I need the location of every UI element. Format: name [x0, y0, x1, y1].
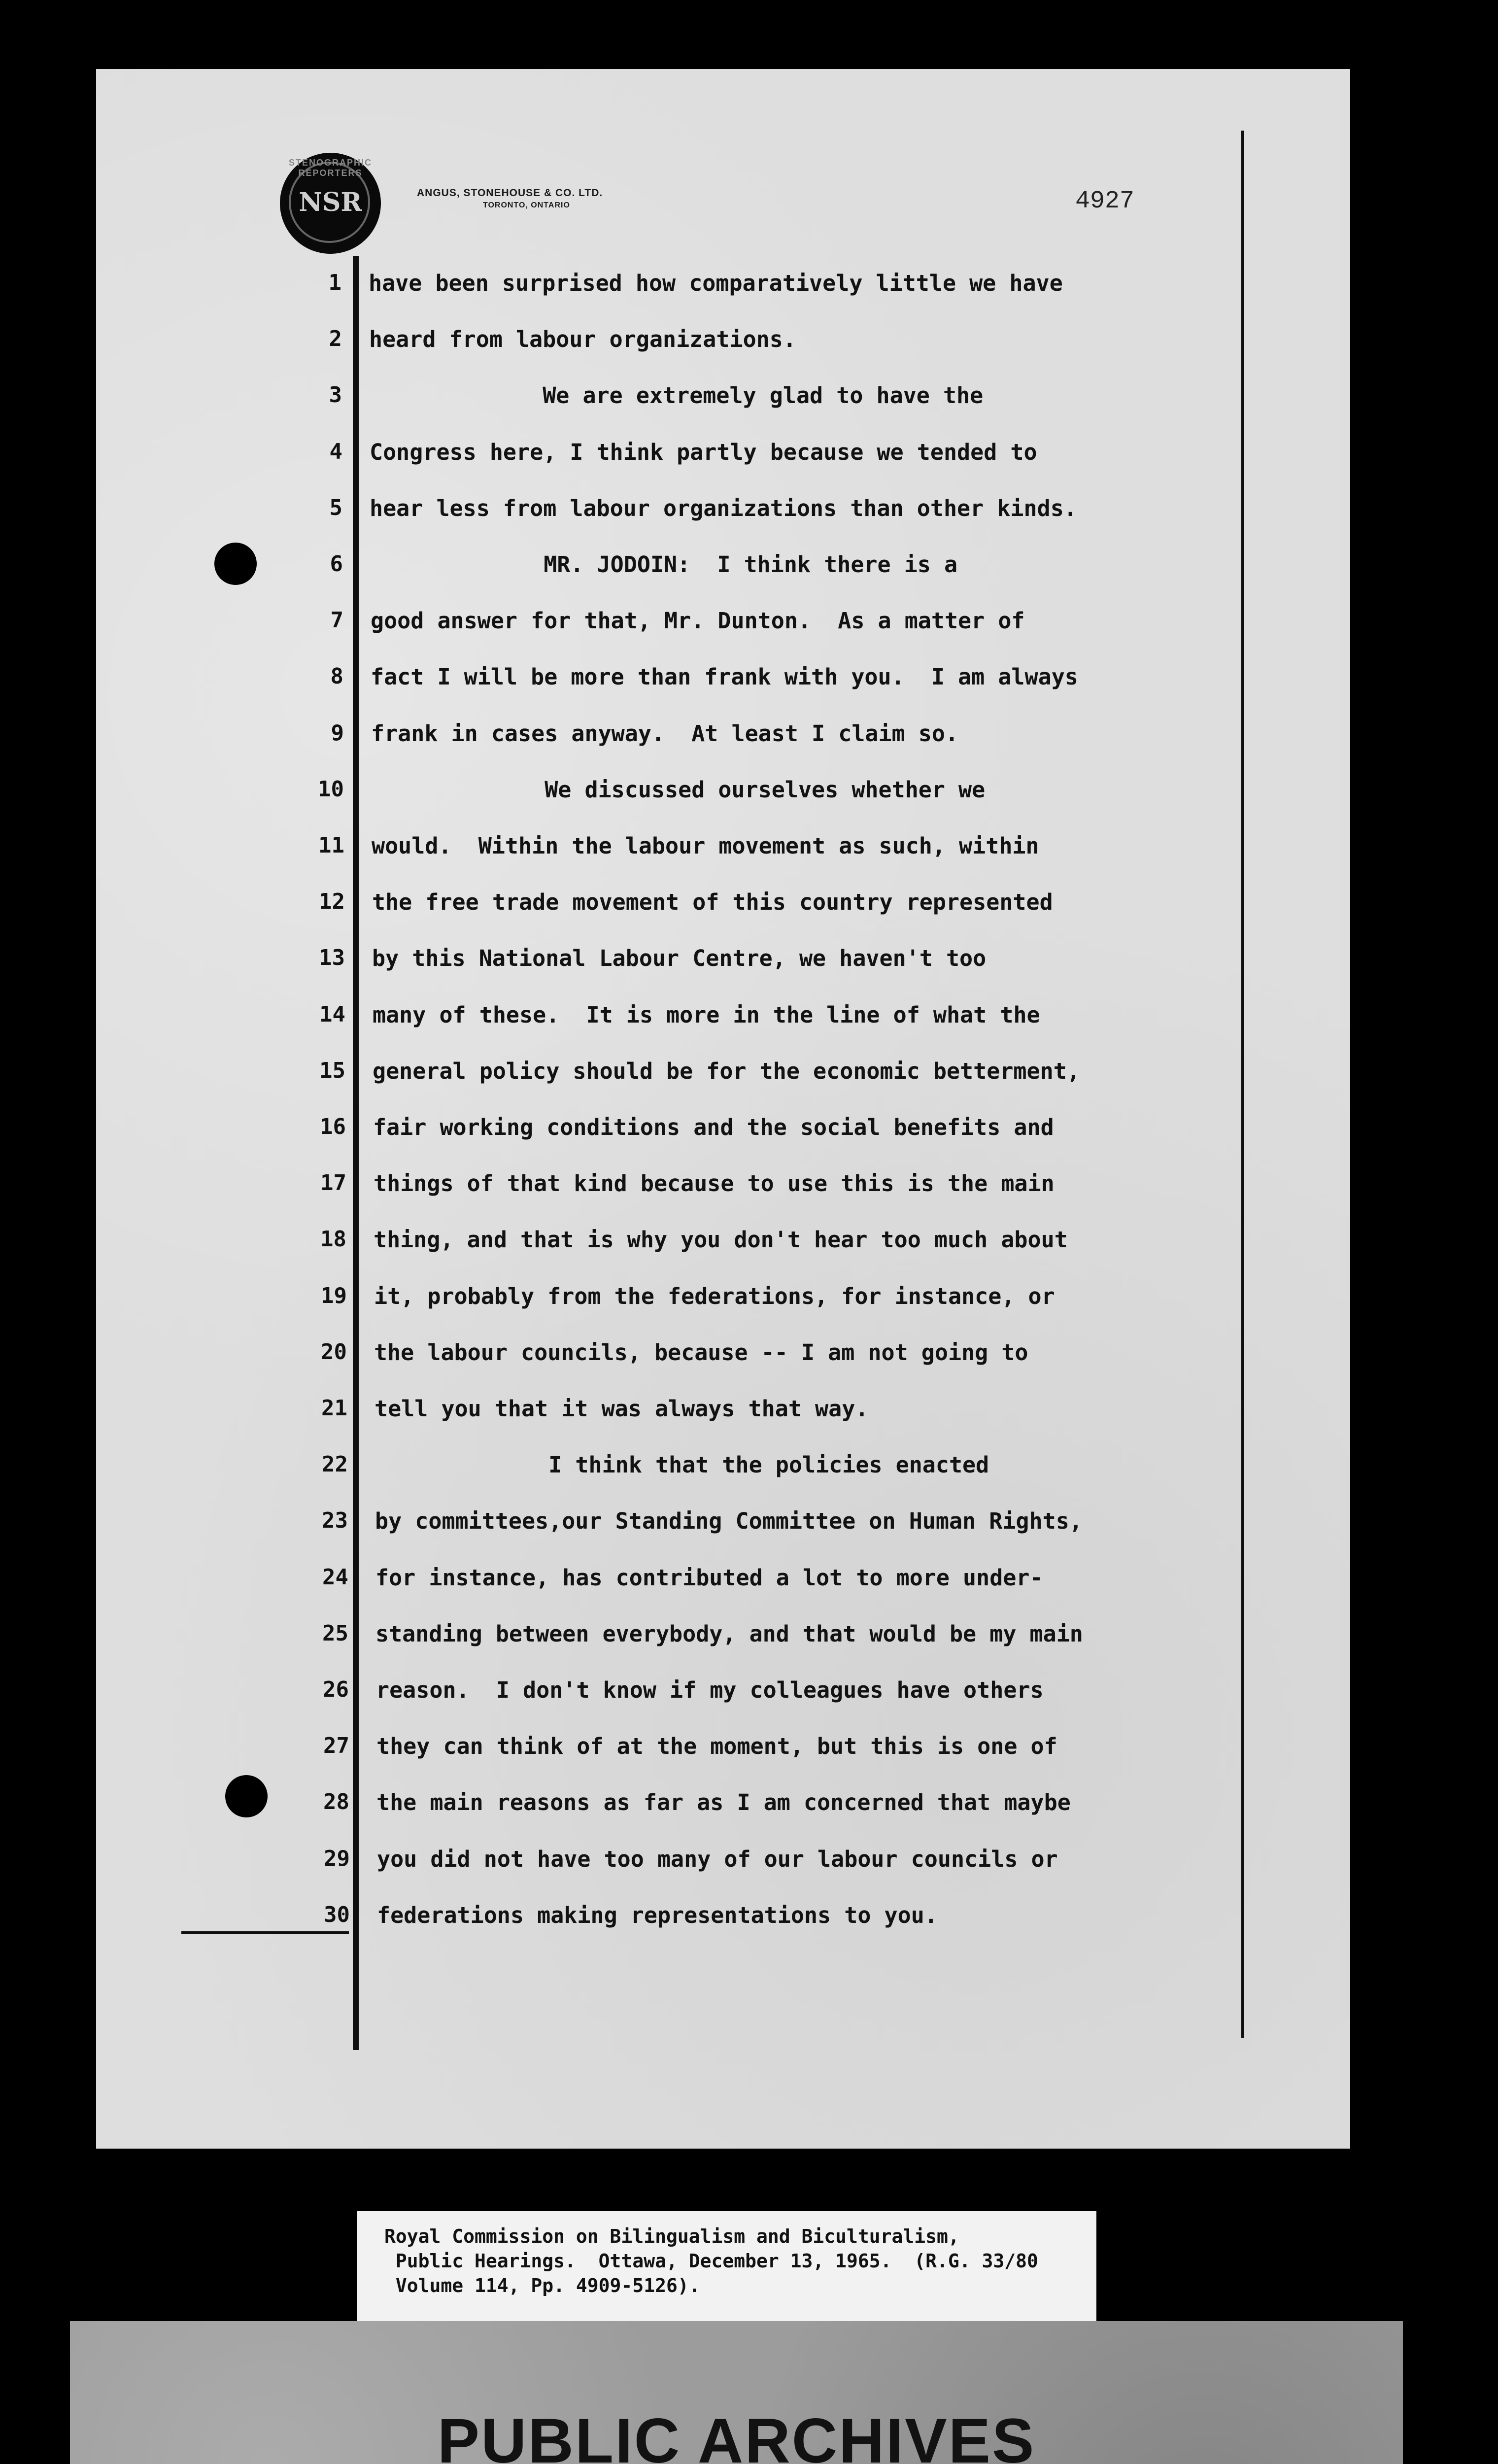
- line-number: 1: [328, 270, 341, 295]
- transcript-line: many of these. It is more in the line of what the: [373, 1002, 1040, 1028]
- line-number: 16: [320, 1114, 346, 1139]
- transcript-line: We discussed ourselves whether we: [371, 777, 986, 803]
- publisher-city: TORONTO, ONTARIO: [483, 201, 570, 209]
- line-number: 8: [330, 664, 343, 689]
- line-number: 17: [320, 1170, 346, 1196]
- transcript-line: the free trade movement of this country represented: [372, 889, 1053, 915]
- transcript-line: by this National Labour Centre, we haven't too: [372, 945, 987, 971]
- line-number: 14: [319, 1002, 345, 1027]
- line-number: 23: [322, 1508, 348, 1533]
- transcript-line: it, probably from the federations, for instance, or: [374, 1283, 1055, 1309]
- line-number: 6: [330, 551, 343, 577]
- transcript-line: you did not have too many of our labour councils or: [377, 1846, 1058, 1872]
- citation-line: Royal Commission on Bilingualism and Biculturalism,: [384, 2225, 959, 2247]
- line-number: 4: [329, 439, 342, 464]
- transcript-line: thing, and that is why you don't hear too much about: [374, 1227, 1068, 1253]
- line-number: 30: [324, 1902, 350, 1927]
- transcript-line: by committees,our Standing Committee on Human Rights,: [375, 1508, 1083, 1534]
- transcript-line: Congress here, I think partly because we tended to: [370, 439, 1037, 465]
- transcript-line: the main reasons as far as I am concerned that maybe: [376, 1789, 1071, 1815]
- archives-plate: [70, 2321, 1403, 2464]
- transcript-line: general policy should be for the economic betterment,: [373, 1058, 1080, 1084]
- line-number: 18: [320, 1227, 346, 1252]
- seal-letters: NSR: [299, 187, 362, 217]
- line-number: 15: [319, 1058, 345, 1083]
- line-number: 24: [322, 1565, 348, 1590]
- transcript-page: [96, 69, 1350, 2149]
- transcript-line: heard from labour organizations.: [369, 326, 796, 352]
- binder-hole: [225, 1775, 268, 1817]
- citation-line: Public Hearings. Ottawa, December 13, 1965. (R.G. 33/80: [384, 2250, 1038, 2272]
- footer-rule: [181, 1931, 349, 1934]
- transcript-line: tell you that it was always that way.: [374, 1396, 869, 1422]
- transcript-line: would. Within the labour movement as such, within: [372, 833, 1039, 859]
- line-number: 5: [329, 495, 342, 520]
- transcript-line: fact I will be more than frank with you. I am always: [371, 664, 1078, 690]
- margin-rule-right: [1241, 131, 1244, 2038]
- line-number: 29: [324, 1846, 350, 1871]
- transcript-line: reason. I don't know if my colleagues have others: [376, 1677, 1044, 1703]
- transcript-line: have been surprised how comparatively little we have: [369, 270, 1063, 296]
- line-number: 20: [321, 1339, 347, 1365]
- line-number: 21: [321, 1396, 347, 1421]
- transcript-line: standing between everybody, and that would be my main: [375, 1621, 1083, 1647]
- publisher-name: ANGUS, STONEHOUSE & CO. LTD.: [417, 187, 603, 199]
- line-number: 28: [323, 1789, 349, 1814]
- binder-hole: [214, 543, 257, 585]
- transcript-line: they can think of at the moment, but this is one of: [376, 1733, 1057, 1759]
- citation-label: [357, 2211, 1096, 2327]
- line-number: 11: [318, 833, 344, 858]
- line-number: 2: [329, 326, 342, 351]
- citation-line: Volume 114, Pp. 4909-5126).: [384, 2275, 700, 2296]
- transcript-line: federations making representations to you.: [377, 1902, 938, 1928]
- line-number: 3: [329, 382, 342, 408]
- transcript-line: things of that kind because to use this is the main: [374, 1170, 1055, 1197]
- transcript-line: for instance, has contributed a lot to more under-: [375, 1565, 1043, 1591]
- transcript-line: fair working conditions and the social benefits and: [373, 1114, 1054, 1140]
- transcript-line: We are extremely glad to have the: [369, 382, 984, 409]
- transcript-line: frank in cases anyway. At least I claim so.: [371, 720, 959, 747]
- publisher-imprint: [417, 187, 683, 210]
- line-number: 26: [323, 1677, 349, 1702]
- line-number: 22: [322, 1452, 348, 1477]
- line-number: 10: [318, 777, 344, 802]
- line-number: 9: [331, 720, 344, 746]
- seal-top-text: STENOGRAPHIC REPORTERS: [288, 158, 372, 178]
- line-number: 19: [321, 1283, 347, 1308]
- line-number: 25: [322, 1621, 348, 1646]
- transcript-line: I think that the policies enacted: [375, 1452, 989, 1478]
- page-number: 4927: [1075, 187, 1135, 215]
- line-number: 27: [323, 1733, 349, 1758]
- transcript-line: MR. JODOIN: I think there is a: [370, 551, 958, 578]
- line-number: 7: [330, 608, 343, 633]
- line-number: 13: [319, 945, 345, 970]
- association-seal-icon: [280, 153, 381, 254]
- transcript-line: hear less from labour organizations than other kinds.: [370, 495, 1077, 521]
- line-number: 12: [319, 889, 345, 914]
- transcript-line: the labour councils, because -- I am not going to: [374, 1339, 1028, 1366]
- transcript-line: good answer for that, Mr. Dunton. As a matter of: [371, 608, 1025, 634]
- archives-title-en: PUBLIC ARCHIVES: [437, 2406, 1036, 2464]
- margin-rule-left: [353, 256, 359, 2050]
